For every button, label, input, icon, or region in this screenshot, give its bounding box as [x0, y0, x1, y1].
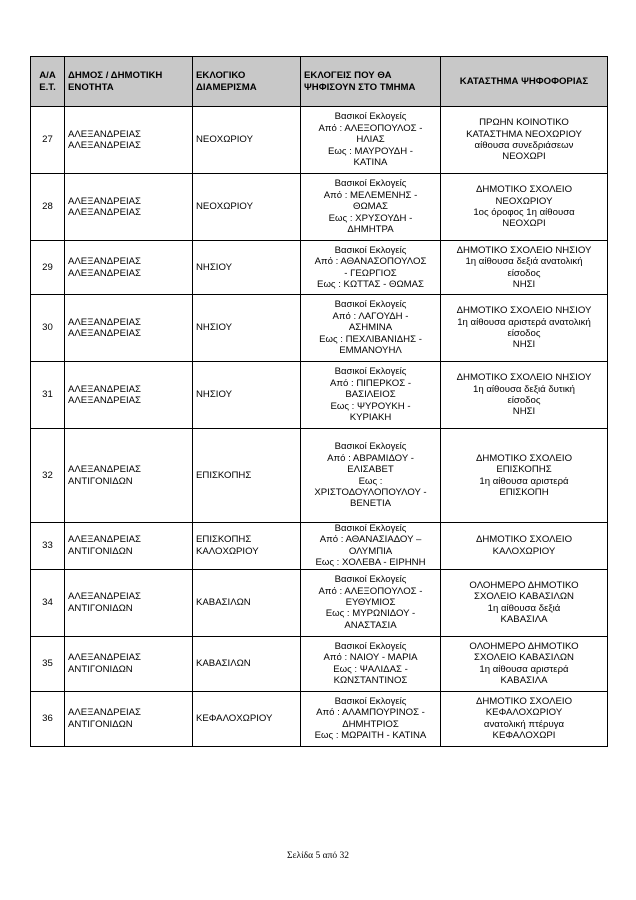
- municipality-cell: [65, 362, 193, 429]
- cell-text-line: Από : ΑΛΑΜΠΟΥΡΙΝΟΣ -: [316, 707, 425, 719]
- cell-text-line: Εως : ΜΑΥΡΟΥΔΗ -: [327, 145, 414, 157]
- cell-text-line: ΑΛΕΞΑΝΔΡΕΙΑΣ: [68, 383, 141, 395]
- municipality-cell: [65, 691, 193, 746]
- cell-text-line: Εως : ΠΕΧΛΙΒΑΝΙΔΗΣ -: [319, 333, 422, 345]
- cell-text-line: ΔΙΑΜΕΡΙΣΜΑ: [196, 81, 257, 93]
- station-cell: [441, 569, 608, 636]
- station-cell: [441, 362, 608, 429]
- header-municipality: [65, 57, 193, 107]
- cell-text-line: Βασικοί Εκλογείς: [334, 178, 407, 190]
- cell-text-line: ΕΛΙΣΑΒΕΤ: [347, 464, 394, 476]
- cell-text-line: ΔΗΜΟΤΙΚΟ ΣΧΟΛΕΙΟ: [475, 184, 573, 196]
- cell-text-line: ΚΕΦΑΛΟΧΩΡΙ: [492, 730, 556, 742]
- station-cell: [441, 429, 608, 523]
- cell-text-line: ΔΗΜΟΤΙΚΟ ΣΧΟΛΕΙΟ ΝΗΣΙΟΥ: [456, 244, 592, 256]
- cell-text-line: Βασικοί Εκλογείς: [334, 574, 407, 586]
- cell-text-line: ΑΣΗΜΙΝΑ: [348, 322, 393, 334]
- row-number: 34: [31, 569, 65, 636]
- station-cell: [441, 174, 608, 241]
- station-cell: [441, 636, 608, 691]
- elections-cell: [301, 107, 441, 174]
- municipality-cell: [65, 241, 193, 295]
- cell-text-line: ΑΛΕΞΑΝΔΡΕΙΑΣ: [68, 395, 141, 406]
- district-cell: [193, 295, 301, 362]
- cell-text-line: ΒΑΣΙΛΕΙΟΣ: [345, 389, 396, 401]
- cell-text-line: Βασικοί Εκλογείς: [334, 244, 407, 256]
- header-district: [193, 57, 301, 107]
- cell-text-line: Α/Α: [39, 70, 56, 82]
- cell-text-line: Από : ΑΛΕΞΟΠΟΥΛΟΣ -: [318, 585, 423, 597]
- cell-text-line: ΚΥΡΙΑΚΗ: [349, 412, 392, 424]
- cell-text-line: ΑΝΑΣΤΑΣΙΑ: [344, 619, 397, 631]
- district-cell: [193, 107, 301, 174]
- cell-text-line: ΑΛΕΞΑΝΔΡΕΙΑΣ: [68, 316, 141, 328]
- cell-text-line: ΔΗΜΟΤΙΚΟ ΣΧΟΛΕΙΟ ΝΗΣΙΟΥ: [456, 305, 592, 317]
- cell-text-line: ΑΛΕΞΑΝΔΡΕΙΑΣ: [68, 256, 141, 268]
- station-cell: [441, 107, 608, 174]
- table-row: [31, 107, 608, 174]
- cell-text-line: ΚΑΤΑΣΤΗΜΑ ΝΕΟΧΩΡΙΟΥ: [466, 128, 582, 140]
- cell-text-line: ΕΝΟΤΗΤΑ: [68, 81, 114, 93]
- elections-cell: [301, 241, 441, 295]
- cell-text-line: ΑΛΕΞΑΝΔΡΕΙΑΣ: [68, 328, 141, 339]
- cell-text-line: ΚΕΦΑΛΟΧΩΡΙΟΥ: [196, 712, 273, 724]
- municipality-cell: [65, 523, 193, 570]
- cell-text-line: ΔΗΜΟΤΙΚΟ ΣΧΟΛΕΙΟ: [475, 452, 573, 464]
- cell-text-line: ΝΕΟΧΩΡΙΟΥ: [495, 195, 553, 207]
- station-cell: [441, 523, 608, 570]
- cell-text-line: 1η αίθουσα αριστερά: [479, 663, 569, 675]
- elections-cell: [301, 691, 441, 746]
- station-cell: [441, 691, 608, 746]
- cell-text-line: Εως : ΧΡΥΣΟΥΔΗ -: [328, 212, 413, 224]
- district-cell: [193, 429, 301, 523]
- cell-text-line: ΔΗΜΟΣ / ΔΗΜΟΤΙΚΗ: [68, 70, 163, 82]
- cell-text-line: ΝΗΣΙΟΥ: [196, 322, 233, 334]
- cell-text-line: ανατολική πτέρυγα: [483, 718, 565, 730]
- cell-text-line: είσοδος: [507, 328, 541, 339]
- cell-text-line: Βασικοί Εκλογείς: [334, 523, 407, 534]
- cell-text-line: ΕΜΜΑΝΟΥΗΛ: [339, 345, 402, 357]
- cell-text-line: Εως : ΜΥΡΩΝΙΔΟΥ -: [325, 608, 416, 620]
- cell-text-line: Βασικοί Εκλογείς: [334, 299, 407, 311]
- cell-text-line: ΚΑΤΙΝΑ: [353, 157, 388, 169]
- row-number: 29: [31, 241, 65, 295]
- cell-text-line: ΚΩΝΣΤΑΝΤΙΝΟΣ: [333, 675, 408, 687]
- cell-text-line: ΔΗΜΟΤΙΚΟ ΣΧΟΛΕΙΟ: [475, 534, 573, 546]
- municipality-cell: [65, 107, 193, 174]
- district-cell: [193, 523, 301, 570]
- table-row: [31, 569, 608, 636]
- cell-text-line: 1η αίθουσα δεξιά δυτική: [473, 383, 575, 395]
- cell-text-line: ΟΛΟΗΜΕΡΟ ΔΗΜΟΤΙΚΟ: [469, 579, 579, 591]
- row-number: 32: [31, 429, 65, 523]
- cell-text-line: ΝΗΣΙ: [512, 406, 536, 418]
- station-cell: [441, 241, 608, 295]
- cell-text-line: ΝΕΟΧΩΡΙΟΥ: [196, 201, 253, 213]
- cell-text-line: Εως : ΨΥΡΟΥΚΗ -: [330, 400, 411, 412]
- cell-text-line: ΑΛΕΞΑΝΔΡΕΙΑΣ: [68, 591, 141, 603]
- elections-cell: [301, 636, 441, 691]
- cell-text-line: ΚΑΒΑΣΙΛΑ: [500, 614, 548, 626]
- cell-text-line: ΝΕΟΧΩΡΙ: [502, 218, 546, 230]
- cell-text-line: ΝΕΟΧΩΡΙΟΥ: [196, 134, 253, 146]
- cell-text-line: είσοδος: [507, 267, 541, 279]
- header-station: [441, 57, 608, 107]
- cell-text-line: ΑΛΕΞΑΝΔΡΕΙΑΣ: [68, 195, 141, 207]
- cell-text-line: Βασικοί Εκλογείς: [334, 441, 407, 453]
- cell-text-line: ΣΧΟΛΕΙΟ ΚΑΒΑΣΙΛΩΝ: [474, 591, 574, 603]
- cell-text-line: ΑΛΕΞΑΝΔΡΕΙΑΣ: [68, 652, 141, 664]
- table-row: [31, 362, 608, 429]
- cell-text-line: ΔΗΜΟΤΙΚΟ ΣΧΟΛΕΙΟ ΝΗΣΙΟΥ: [456, 372, 592, 384]
- cell-text-line: Από : ΑΛΕΞΟΠΟΥΛΟΣ -: [318, 122, 423, 134]
- cell-text-line: ΕΥΘΥΜΙΟΣ: [345, 596, 396, 608]
- cell-text-line: Εως :: [358, 475, 383, 487]
- cell-text-line: Από : ΠΙΠΕΡΚΟΣ -: [329, 377, 412, 389]
- cell-text-line: ΝΗΣΙΟΥ: [196, 261, 233, 273]
- district-cell: [193, 691, 301, 746]
- cell-text-line: ΝΗΣΙΟΥ: [196, 389, 233, 401]
- cell-text-line: 1ος όροφος 1η αίθουσα: [473, 207, 575, 218]
- cell-text-line: ΑΛΕΞΑΝΔΡΕΙΑΣ: [68, 707, 141, 719]
- table-row: [31, 636, 608, 691]
- district-cell: [193, 241, 301, 295]
- cell-text-line: Βασικοί Εκλογείς: [334, 111, 407, 123]
- elections-cell: [301, 523, 441, 570]
- cell-text-line: ΕΠΙΣΚΟΠΗΣ: [196, 469, 252, 481]
- row-number: 30: [31, 295, 65, 362]
- cell-text-line: ΚΑΛΟΧΩΡΙΟΥ: [196, 545, 259, 557]
- header-no: [31, 57, 65, 107]
- cell-text-line: Εως : ΚΩΤΤΑΣ - ΘΩΜΑΣ: [317, 278, 424, 290]
- cell-text-line: ΕΚΛΟΓΕΙΣ ΠΟΥ ΘΑ: [304, 70, 392, 82]
- cell-text-line: Βασικοί Εκλογείς: [334, 695, 407, 707]
- cell-text-line: ΚΑΒΑΣΙΛΩΝ: [196, 657, 251, 669]
- cell-text-line: ΚΑΒΑΣΙΛΑ: [500, 675, 548, 687]
- elections-cell: [301, 429, 441, 523]
- district-cell: [193, 174, 301, 241]
- cell-text-line: Από : ΑΘΑΝΑΣΙΑΔΟΥ –: [319, 534, 422, 546]
- cell-text-line: ΟΛΟΗΜΕΡΟ ΔΗΜΟΤΙΚΟ: [469, 640, 579, 652]
- cell-text-line: ΔΗΜΗΤΡΙΟΣ: [342, 718, 399, 730]
- table-row: [31, 429, 608, 523]
- district-cell: [193, 362, 301, 429]
- cell-text-line: ΕΠΙΣΚΟΠΗΣ: [496, 464, 552, 476]
- row-number: 35: [31, 636, 65, 691]
- table-row: [31, 174, 608, 241]
- cell-text-line: Από : ΑΒΡΑΜΙΔΟΥ -: [327, 452, 414, 464]
- cell-text-line: ΝΗΣΙ: [512, 278, 536, 290]
- cell-text-line: ΑΛΕΞΑΝΔΡΕΙΑΣ: [68, 140, 141, 151]
- cell-text-line: ΑΝΤΙΓΟΝΙΔΩΝ: [68, 718, 133, 730]
- municipality-cell: [65, 636, 193, 691]
- cell-text-line: ΕΚΛΟΓΙΚΟ: [196, 70, 246, 82]
- cell-text-line: ΕΠΙΣΚΟΠΗ: [499, 486, 549, 498]
- cell-text-line: Εως : ΨΑΛΙΔΑΣ -: [333, 663, 408, 675]
- cell-text-line: Από : ΛΑΓΟΥΔΗ -: [332, 310, 409, 322]
- cell-text-line: αίθουσα συνεδριάσεων: [474, 140, 574, 151]
- cell-text-line: Εως : ΜΩΡΑΙΤΗ - ΚΑΤΙΝΑ: [314, 730, 427, 742]
- cell-text-line: ΔΗΜΗΤΡΑ: [347, 224, 394, 236]
- cell-text-line: 1η αίθουσα δεξιά: [487, 602, 561, 614]
- cell-text-line: ΑΛΕΞΑΝΔΡΕΙΑΣ: [68, 128, 141, 140]
- polling-stations-table: [30, 56, 608, 747]
- cell-text-line: ΗΛΙΑΣ: [356, 134, 385, 146]
- municipality-cell: [65, 174, 193, 241]
- cell-text-line: ΠΡΩΗΝ ΚΟΙΝΟΤΙΚΟ: [479, 117, 569, 129]
- cell-text-line: ΑΛΕΞΑΝΔΡΕΙΑΣ: [68, 464, 141, 476]
- elections-cell: [301, 295, 441, 362]
- table-row: [31, 295, 608, 362]
- table-body: [31, 107, 608, 747]
- elections-cell: [301, 362, 441, 429]
- station-cell: [441, 295, 608, 362]
- cell-text-line: Από : ΑΘΑΝΑΣΟΠΟΥΛΟΣ: [314, 256, 427, 268]
- row-number: 31: [31, 362, 65, 429]
- table-row: [31, 691, 608, 746]
- cell-text-line: Εως : ΧΟΛΕΒΑ - ΕΙΡΗΝΗ: [315, 557, 426, 569]
- cell-text-line: είσοδος: [507, 395, 541, 406]
- cell-text-line: 1η αίθουσα αριστερά ανατολική: [457, 316, 591, 328]
- cell-text-line: ΚΑΛΟΧΩΡΙΟΥ: [492, 545, 556, 557]
- municipality-cell: [65, 429, 193, 523]
- cell-text-line: ΘΩΜΑΣ: [353, 201, 388, 213]
- cell-text-line: ΨΗΦΙΣΟΥΝ ΣΤΟ ΤΜΗΜΑ: [304, 81, 416, 93]
- municipality-cell: [65, 295, 193, 362]
- cell-text-line: ΑΝΤΙΓΟΝΙΔΩΝ: [68, 602, 133, 614]
- table-row: [31, 241, 608, 295]
- cell-text-line: ΑΛΕΞΑΝΔΡΕΙΑΣ: [68, 267, 141, 279]
- cell-text-line: Από : ΝΑΙΟΥ - ΜΑΡΙΑ: [323, 652, 418, 664]
- cell-text-line: ΣΧΟΛΕΙΟ ΚΑΒΑΣΙΛΩΝ: [474, 652, 574, 664]
- cell-text-line: ΚΑΒΑΣΙΛΩΝ: [196, 596, 251, 608]
- district-cell: [193, 636, 301, 691]
- cell-text-line: - ΓΕΩΡΓΙΟΣ: [344, 267, 397, 279]
- table-header: [31, 57, 608, 107]
- cell-text-line: Βασικοί Εκλογείς: [334, 366, 407, 378]
- cell-text-line: ΚΕΦΑΛΟΧΩΡΙΟΥ: [485, 707, 563, 719]
- cell-text-line: Βασικοί Εκλογείς: [334, 640, 407, 652]
- elections-cell: [301, 174, 441, 241]
- cell-text-line: ΧΡΙΣΤΟΔΟΥΛΟΠΟΥΛΟΥ -: [314, 486, 427, 498]
- row-number: 33: [31, 523, 65, 570]
- row-number: 27: [31, 107, 65, 174]
- municipality-cell: [65, 569, 193, 636]
- cell-text-line: ΔΗΜΟΤΙΚΟ ΣΧΟΛΕΙΟ: [475, 695, 573, 707]
- elections-cell: [301, 569, 441, 636]
- district-cell: [193, 569, 301, 636]
- cell-text-line: 1η αίθουσα δεξιά ανατολική: [465, 256, 583, 268]
- cell-text-line: ΑΝΤΙΓΟΝΙΔΩΝ: [68, 663, 133, 675]
- header-elections: [301, 57, 441, 107]
- cell-text-line: ΚΑΤΑΣΤΗΜΑ ΨΗΦΟΦΟΡΙΑΣ: [459, 75, 589, 87]
- cell-text-line: 1η αίθουσα αριστερά: [479, 475, 569, 487]
- cell-text-line: ΑΛΕΞΑΝΔΡΕΙΑΣ: [68, 534, 141, 546]
- cell-text-line: Ε.Τ.: [39, 81, 56, 93]
- page-number: Σελίδα 5 από 32: [286, 851, 350, 861]
- cell-text-line: ΕΠΙΣΚΟΠΗΣ: [196, 534, 252, 546]
- cell-text-line: ΒΕΝΕΤΙΑ: [349, 498, 392, 510]
- cell-text-line: Από : ΜΕΛΕΜΕΝΗΣ -: [323, 189, 418, 201]
- row-number: 36: [31, 691, 65, 746]
- table-row: [31, 523, 608, 570]
- cell-text-line: ΝΕΟΧΩΡΙ: [502, 151, 546, 163]
- cell-text-line: ΑΝΤΙΓΟΝΙΔΩΝ: [68, 545, 133, 557]
- cell-text-line: ΑΛΕΞΑΝΔΡΕΙΑΣ: [68, 207, 141, 218]
- cell-text-line: ΟΛΥΜΠΙΑ: [348, 545, 393, 557]
- row-number: 28: [31, 174, 65, 241]
- cell-text-line: ΝΗΣΙ: [512, 339, 536, 351]
- cell-text-line: ΑΝΤΙΓΟΝΙΔΩΝ: [68, 475, 133, 487]
